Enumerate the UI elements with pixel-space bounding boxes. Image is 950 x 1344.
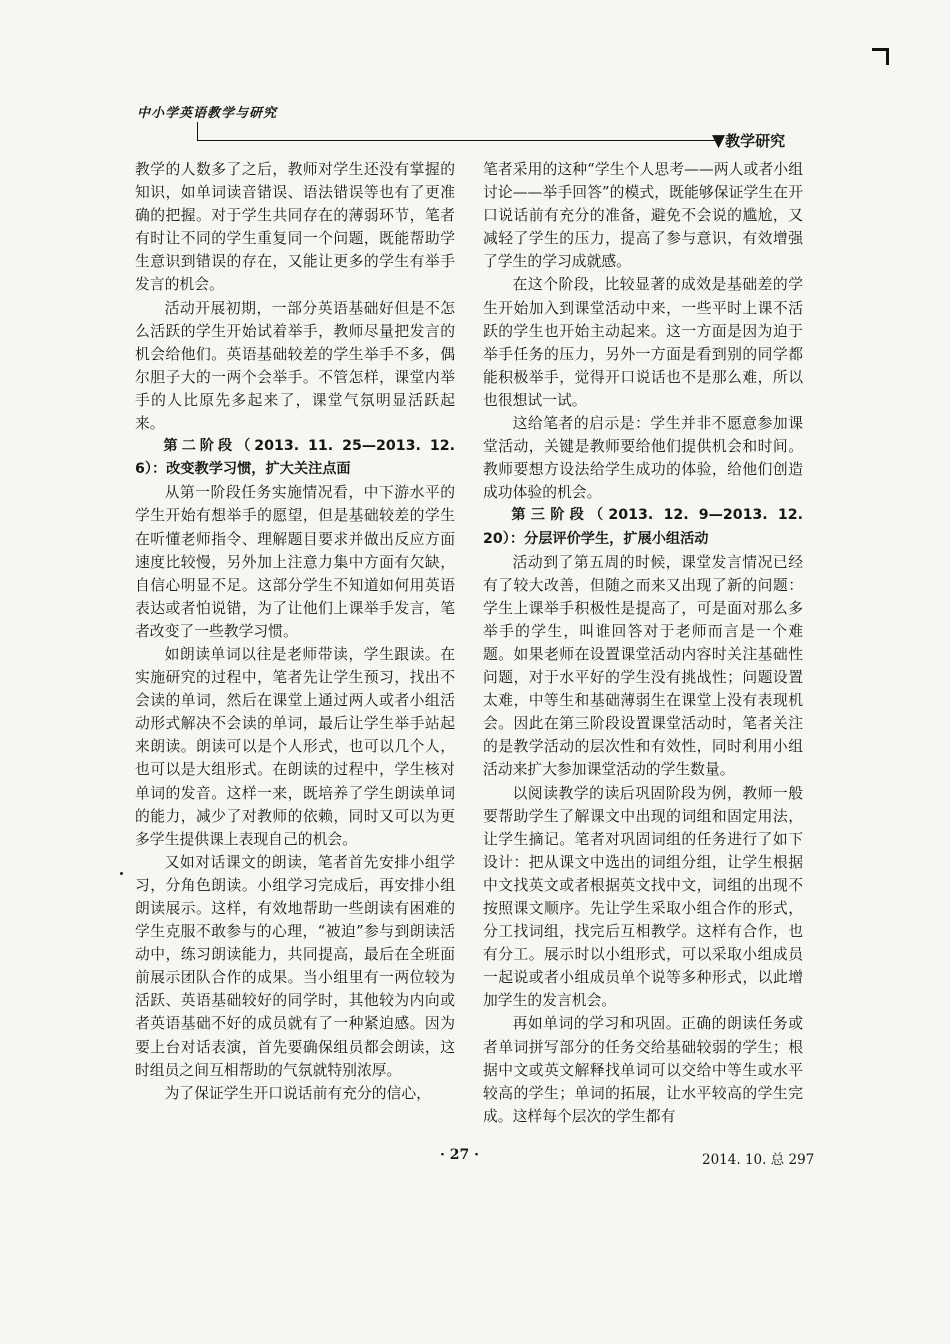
margin-dot (120, 872, 123, 875)
paragraph: 为了保证学生开口说话前有充分的信心， (164, 1084, 431, 1102)
paragraph: 又如对话课文的朗读，笔者首先安排小组学习，分角色朗读。小组学习完成后，再安排小组朗读展示。这样，有效地帮助一些朗读有困难的学生克服不敢参与的心理，“被迫”参与到朗读活动中，练习朗读能力，共同提高，最后在全班面前展示团队合作的成果。当小组里有一两位较为活跃、英语基础较好的同学时，其他较为内向或者英语基础不好的成员就有了一种紧迫感。因为要上台对话表演，首先要确保组员都会朗读，这时组员之间互相帮助的气氛就特别浓厚。 (135, 853, 455, 1079)
section-label-text: 教学研究 (725, 132, 786, 150)
page-number: · 27 · (440, 1147, 479, 1163)
section-heading: 第三阶段（2013. 12. 9—2013. 12. 20）：分层评价学生，扩展小组活动 (483, 507, 803, 547)
corner-crop-mark (872, 48, 889, 65)
paragraph: 以阅读教学的读后巩固阶段为例，教师一般要帮助学生了解课文中出现的词组和固定用法，让学生摘记。笔者对巩固词组的任务进行了如下设计：把从课文中选出的词组分组，让学生根据中文找英文或者根据英文找中文，词组的出现不按照课文顺序。先让学生采取小组合作的形式，分工找词组，找完后互相教学。这样有合作，也有分工。展示时以小组形式，可以采取小组成员一起说或者小组成员单个说等多种形式，以此增加学生的发言机会。 (483, 784, 803, 1010)
paragraph: 从第一阶段任务实施情况看，中下游水平的学生开始有想举手的愿望，但是基础较差的学生在听懂老师指令、理解题目要求并做出反应方面速度比较慢，另外加上注意力集中方面有欠缺，自信心明显不足。这部分学生不知道如何用英语表达或者怕说错，为了让他们上课举手发言，笔者改变了一些教学习惯。 (135, 484, 455, 640)
paragraph: 活动开展初期，一部分英语基础好但是不怎么活跃的学生开始试着举手，教师尽量把发言的机会给他们。英语基础较差的学生举手不多，偶尔胆子大的一两个会举手。不管怎样，课堂内举手的人比原先多起来了，课堂气氛明显活跃起来。 (135, 299, 455, 433)
issue-info: 2014. 10. 总 297 (702, 1152, 815, 1168)
paragraph: 活动到了第五周的时候，课堂发言情况已经有了较大改善，但随之而来又出现了新的问题：学生上课举手积极性是提高了，可是面对那么多举手的学生，叫谁回答对于老师而言是一个难题。如果老师在设置课堂活动内容时关注基础性问题，对于水平好的学生没有挑战性；问题设置太难，中等生和基础薄弱生在课堂上没有表现机会。因此在第三阶段设置课堂活动时，笔者关注的是教学活动的层次性和有效性，同时利用小组活动来扩大参加课堂活动的学生数量。 (483, 553, 803, 779)
left-column (135, 158, 455, 1105)
section-marker-icon: ▼ (712, 131, 726, 151)
paragraph: 再如单词的学习和巩固。正确的朗读任务或者单词拼写部分的任务交给基础较弱的学生；根据中文或英文解释找单词可以交给中等生或水平较高的学生；单词的拓展，让水平较高的学生完成。这样每个层次的学生都有 (483, 1015, 803, 1125)
paragraph: 这给笔者的启示是：学生并非不愿意参加课堂活动，关键是教师要给他们提供机会和时间。教师要想方设法给学生成功的体验，给他们创造成功体验的机会。 (483, 415, 803, 502)
journal-title: 中小学英语教学与研究 (137, 106, 278, 121)
section-heading: 第二阶段（2013. 11. 25—2013. 12. 6）：改变教学习惯，扩大关注点面 (135, 438, 455, 478)
paragraph: 在这个阶段，比较显著的成效是基础差的学生开始加入到课堂活动中来，一些平时上课不活跃的学生也开始主动起来。这一方面是因为迫于举手任务的压力，另外一方面是看到别的同学都能积极举手，觉得开口说话也不是那么难，所以也很想试一试。 (483, 276, 803, 409)
header-rule (197, 122, 718, 141)
paragraph: 笔者采用的这种“学生个人思考——两人或者小组讨论——举手回答”的模式，既能够保证学生在开口说话前有充分的准备，避免不会说的尴尬，又减轻了学生的压力，提高了参与意识，有效增强了学生的学习成就感。 (483, 161, 803, 271)
paragraph: 如朗读单词以往是老师带读，学生跟读。在实施研究的过程中，笔者先让学生预习，找出不会读的单词，然后在课堂上通过两人或者小组活动形式解决不会读的单词，最后让学生举手站起来朗读。朗读可以是个人形式，也可以几个人，也可以是大组形式。在朗读的过程中，学生核对单词的发音。这样一来，既培养了学生朗读单词的能力，减少了对教师的依赖，同时又可以为更多学生提供课上表现自己的机会。 (135, 645, 455, 848)
paragraph: 教学的人数多了之后，教师对学生还没有掌握的知识，如单词读音错误、语法错误等也有了更准确的把握。对于学生共同存在的薄弱环节，笔者有时让不同的学生重复同一个问题，既能帮助学生意识到错误的存在，又能让更多的学生有举手发言的机会。 (135, 161, 455, 294)
right-column (483, 158, 803, 1128)
section-label (712, 130, 785, 151)
